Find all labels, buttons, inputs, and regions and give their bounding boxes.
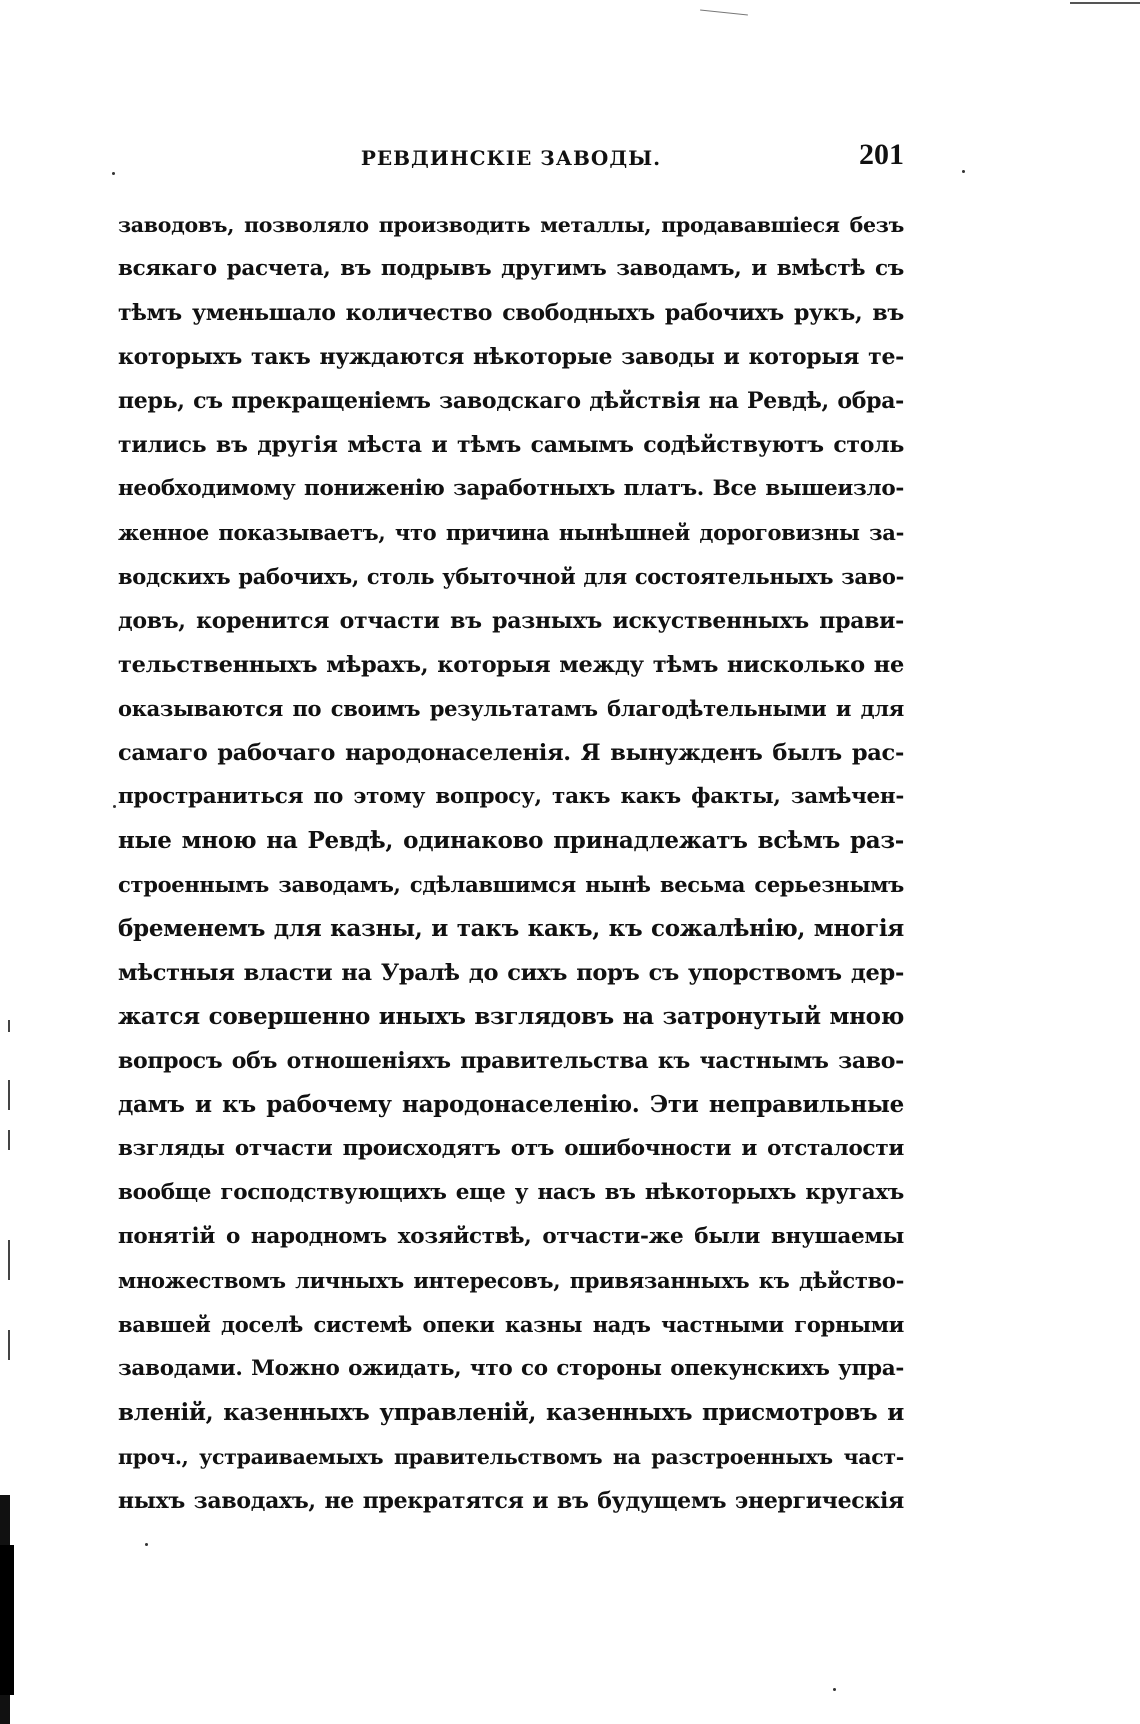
text-line: бременемъ для казны, и такъ какъ, къ сожалѣнію, многія <box>118 915 904 942</box>
text-line: которыхъ такъ нуждаются нѣкоторые заводы и которыя те- <box>118 344 904 370</box>
text-line: самаго рабочаго народонаселенія. Я вынужденъ былъ рас- <box>118 740 904 766</box>
text-line: тѣмъ уменьшало количество свободныхъ рабочихъ рукъ, въ <box>118 300 904 326</box>
text-line: необходимому пониженію заработныхъ платъ. Все вышеизло- <box>118 476 904 501</box>
text-line: ные мною на Ревдѣ, одинаково принадлежатъ всѣмъ раз- <box>118 827 904 854</box>
scan-speck <box>145 1543 148 1546</box>
scan-binding-shadow <box>0 1545 14 1695</box>
scan-tick <box>8 1080 10 1110</box>
scan-scratch <box>700 9 748 15</box>
scan-speck <box>112 172 115 175</box>
scan-tick <box>8 1020 10 1032</box>
scan-tick <box>8 1330 10 1360</box>
text-line: вообще господствующихъ еще у насъ въ нѣкоторыхъ кругахъ <box>118 1180 904 1205</box>
scan-tick <box>8 1130 10 1150</box>
text-line: проч., устраиваемыхъ правительствомъ на разстроенныхъ част- <box>118 1445 904 1469</box>
text-line: понятій о народномъ хозяйствѣ, отчасти-же были внушаемы <box>118 1224 904 1249</box>
scan-tick <box>8 1240 10 1280</box>
body-text <box>118 203 904 1523</box>
text-line: вопросъ объ отношеніяхъ правительства къ частнымъ заво- <box>118 1048 904 1074</box>
scan-edge-rule <box>1070 2 1140 4</box>
text-line: всякаго расчета, въ подрывъ другимъ заводамъ, и вмѣстѣ съ <box>118 256 904 281</box>
text-line: женное показываетъ, что причина нынѣшней дороговизны за- <box>118 520 904 545</box>
text-line: водскихъ рабочихъ, столь убыточной для состоятельныхъ заво- <box>118 564 904 589</box>
text-line: довъ, коренится отчасти въ разныхъ искуственныхъ прави- <box>118 608 904 634</box>
text-line: вавшей доселѣ системѣ опеки казны надъ частными горными <box>118 1312 904 1337</box>
text-line: тельственныхъ мѣрахъ, которыя между тѣмъ нисколько не <box>118 652 904 678</box>
text-line: заводами. Можно ожидать, что со стороны опекунскихъ упра- <box>118 1356 904 1381</box>
running-head <box>118 138 904 178</box>
text-line: взгляды отчасти происходятъ отъ ошибочности и отсталости <box>118 1136 904 1161</box>
text-line: жатся совершенно иныхъ взглядовъ на затронутый мною <box>118 1003 904 1030</box>
page-number: 201 <box>859 138 904 171</box>
scan-speck <box>113 805 116 808</box>
text-line: тились въ другія мѣста и тѣмъ самымъ содѣйствуютъ столь <box>118 432 904 458</box>
text-line: пространиться по этому вопросу, такъ какъ факты, замѣчен- <box>118 784 904 809</box>
scan-speck <box>833 1688 836 1691</box>
running-title: РЕВДИНСКІЕ ЗАВОДЫ. <box>360 146 662 170</box>
text-line: множествомъ личныхъ интересовъ, привязанныхъ къ дѣйство- <box>118 1268 904 1293</box>
text-line: вленій, казенныхъ управленій, казенныхъ присмотровъ и <box>118 1399 904 1426</box>
text-line: оказываются по своимъ результатамъ благодѣтельными и для <box>118 696 904 721</box>
text-line: дамъ и къ рабочему народонаселенію. Эти неправильные <box>118 1091 904 1118</box>
text-line: строеннымъ заводамъ, сдѣлавшимся нынѣ весьма серьезнымъ <box>118 872 904 897</box>
text-line: ныхъ заводахъ, не прекратятся и въ будущемъ энергическія <box>118 1488 904 1514</box>
text-line: перь, съ прекращеніемъ заводскаго дѣйствія на Ревдѣ, обра- <box>118 388 904 414</box>
text-line: заводовъ, позволяло производить металлы, продававшіеся безъ <box>118 213 904 237</box>
text-line: мѣстныя власти на Уралѣ до сихъ поръ съ упорствомъ дер- <box>118 960 904 986</box>
scan-speck <box>962 170 965 173</box>
